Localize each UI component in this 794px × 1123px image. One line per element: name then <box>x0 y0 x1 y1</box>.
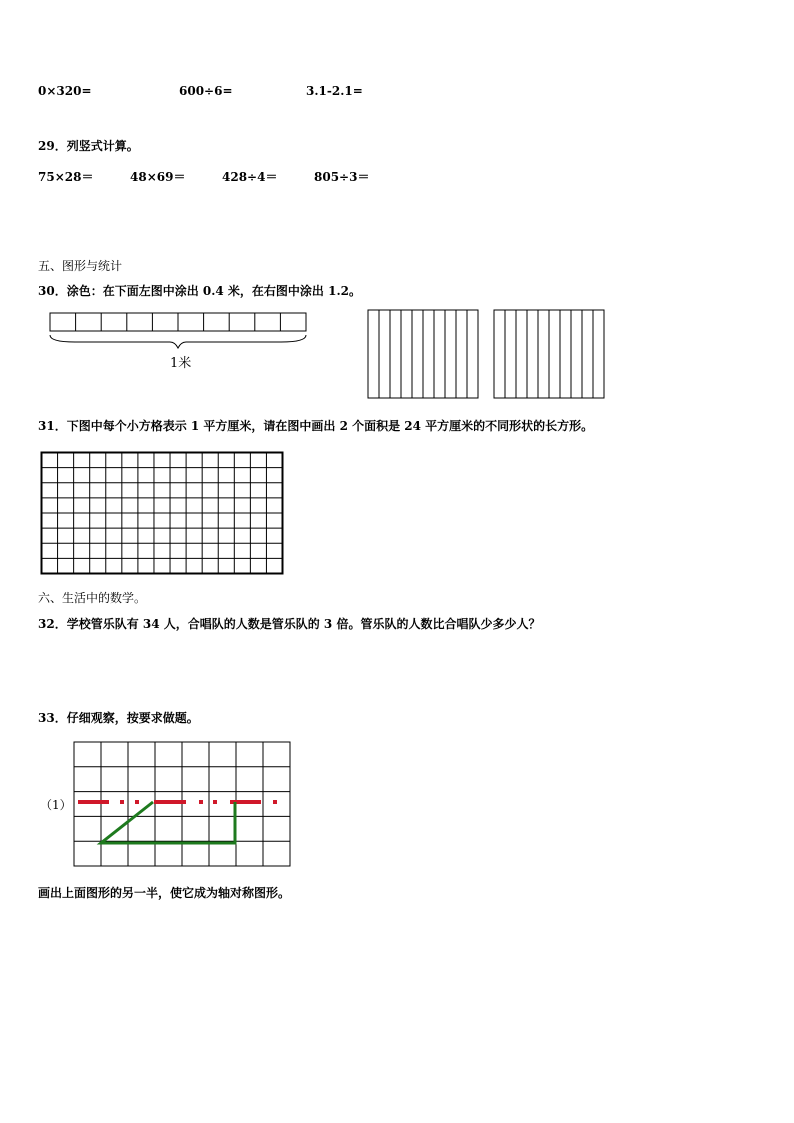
half-shape <box>101 802 235 843</box>
q32-title: 32．学校管乐队有 34 人，合唱队的人数是管乐队的 3 倍。管乐队的人数比合唱队少多少人？ <box>38 617 541 631</box>
q30-title: 30．涂色：在下面左图中涂出 0.4 米，在右图中涂出 1.2。 <box>38 284 361 298</box>
ruler-cells <box>50 313 306 331</box>
ruler-label: 1米 <box>170 356 192 371</box>
q29-item-4: 805÷3＝ <box>314 170 370 184</box>
q33-title: 33．仔细观察，按要求做题。 <box>38 711 199 725</box>
q30-panel-right[interactable] <box>493 309 605 399</box>
section-5-heading: 五、图形与统计 <box>38 259 123 273</box>
q30-panel-left[interactable] <box>367 309 479 399</box>
panel-right-stripes <box>494 310 604 398</box>
q29-title: 29．列竖式计算。 <box>38 139 139 153</box>
ruler-brace <box>50 335 306 348</box>
q31-square-grid[interactable] <box>40 451 285 576</box>
panel-left-stripes <box>368 310 478 398</box>
q33-instruction: 画出上面图形的另一半，使它成为轴对称图形。 <box>38 886 291 900</box>
q33-sub-label: （1） <box>40 798 72 812</box>
calc-item-3: 3.1-2.1= <box>306 84 363 98</box>
q29-item-3: 428÷4＝ <box>222 170 278 184</box>
q33-symmetry-grid[interactable] <box>72 740 292 870</box>
q31-title: 31．下图中每个小方格表示 1 平方厘米，请在图中画出 2 个面积是 24 平方厘米的不同形状的长方形。 <box>38 419 594 433</box>
calc-item-2: 600÷6= <box>179 84 233 98</box>
q29-item-1: 75×28＝ <box>38 170 94 184</box>
calc-item-1: 0×320= <box>38 84 92 98</box>
q29-item-2: 48×69＝ <box>130 170 186 184</box>
section-6-heading: 六、生活中的数学。 <box>38 591 147 605</box>
q31-grid-lines <box>42 453 283 574</box>
